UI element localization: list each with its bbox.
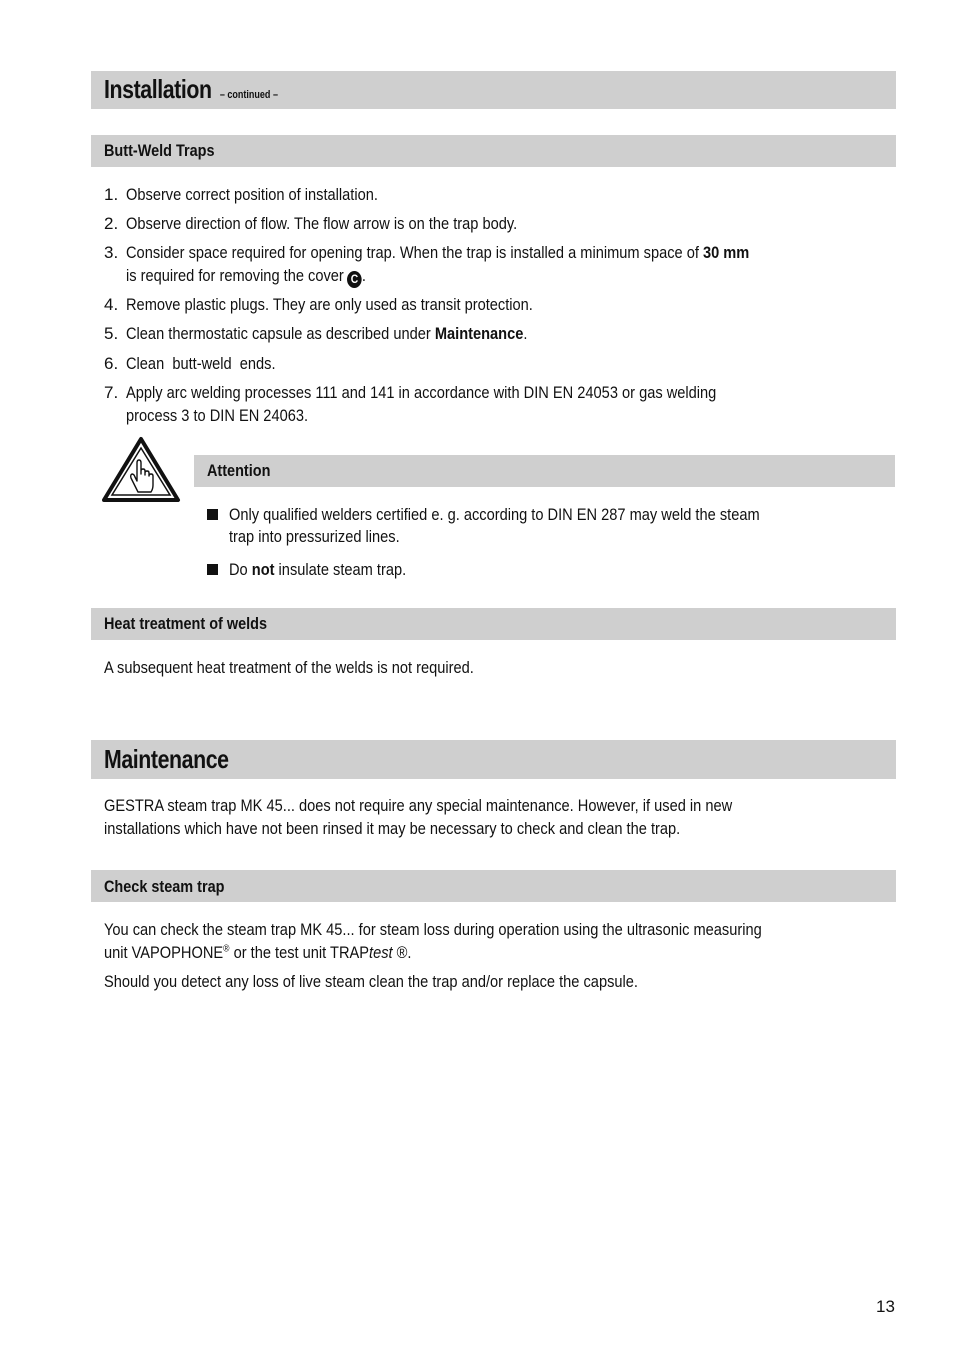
attention-bullet-1-line-2: trap into pressurized lines.	[229, 527, 400, 546]
step-1-number: 1.	[104, 185, 119, 204]
attention-bullet-2: Do not insulate steam trap.	[229, 560, 407, 579]
step-6-text: Clean butt-weld ends.	[126, 354, 276, 373]
maintenance-para-line-2: installations which have not been rinsed it may be necessary to check and clean the trap.	[104, 819, 681, 838]
step-7-line-1: Apply arc welding processes 111 and 141 in accordance with DIN EN 24053 or gas welding	[126, 383, 717, 402]
maintenance-para-line-1: GESTRA steam trap MK 45... does not require any special maintenance. However, if used in new	[104, 796, 733, 815]
heat-treatment-heading: Heat treatment of welds	[104, 614, 268, 633]
step-7-line-2: process 3 to DIN EN 24063.	[126, 406, 309, 425]
attention-heading: Attention	[207, 461, 271, 480]
check-line-1: You can check the steam trap MK 45... for steam loss during operation using the ultrasonic measuring	[104, 920, 762, 939]
step-2-number: 2.	[104, 214, 119, 233]
check-steam-trap-heading: Check steam trap	[104, 877, 225, 896]
step-5-text: Clean thermostatic capsule as described under Maintenance.	[126, 324, 528, 343]
attention-bullet-1-line-1: Only qualified welders certified e. g. according to DIN EN 287 may weld the steam	[229, 505, 760, 524]
step-2-text: Observe direction of flow. The flow arrow is on the trap body.	[126, 214, 518, 233]
step-5-number: 5.	[104, 324, 119, 343]
warning-hand-icon	[101, 436, 181, 504]
installation-title: Installation – continued –	[104, 74, 278, 104]
bullet-square-icon	[207, 509, 218, 520]
step-3-number: 3.	[104, 243, 119, 262]
cover-c-marker: C	[347, 271, 362, 288]
check-line-3: Should you detect any loss of live steam clean the trap and/or replace the capsule.	[104, 972, 638, 991]
page-number: 13	[876, 1297, 895, 1316]
bullet-square-icon	[207, 564, 218, 575]
step-3-line-2: is required for removing the cover C .	[126, 266, 366, 286]
step-7-number: 7.	[104, 383, 119, 402]
maintenance-title: Maintenance	[104, 744, 229, 774]
step-4-text: Remove plastic plugs. They are only used as transit protection.	[126, 295, 533, 314]
installation-subtitle: – continued –	[219, 89, 278, 101]
check-line-2: unit VAPOPHONE® or the test unit TRAPtest ®.	[104, 943, 412, 962]
butt-weld-heading: Butt-Weld Traps	[104, 141, 215, 160]
step-4-number: 4.	[104, 295, 119, 314]
step-1-text: Observe correct position of installation.	[126, 185, 378, 204]
heat-treatment-text: A subsequent heat treatment of the welds is not required.	[104, 658, 474, 677]
step-3-line-1: Consider space required for opening trap. When the trap is installed a minimum space of 30 mm	[126, 243, 750, 262]
step-6-number: 6.	[104, 354, 119, 373]
attention-header-bar	[194, 455, 895, 487]
